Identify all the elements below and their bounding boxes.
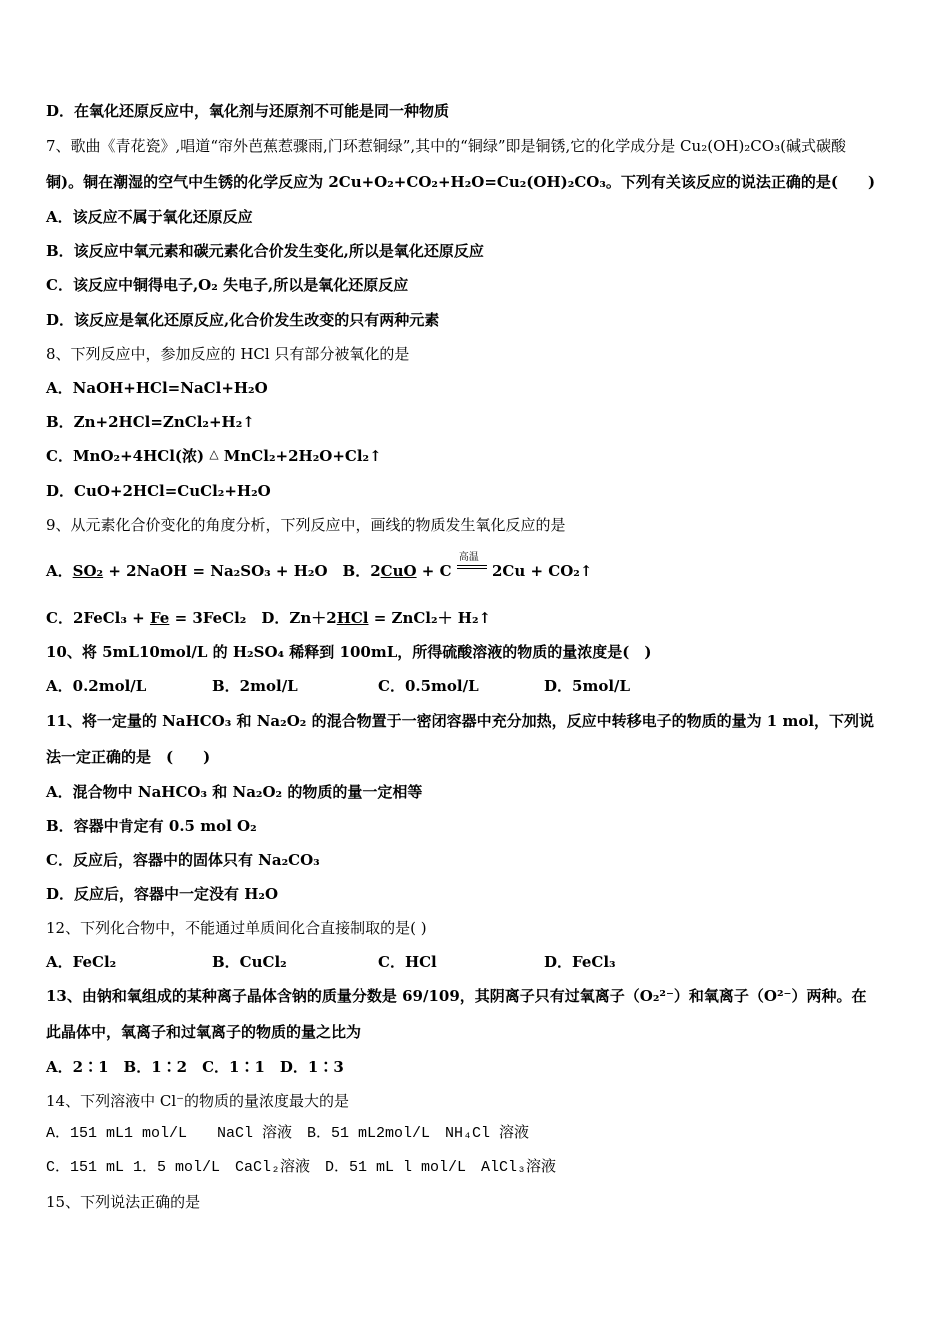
q12-stem: 12、下列化合物中，不能通过单质间化合直接制取的是( ): [46, 919, 427, 937]
q7-option-a: A．该反应不属于氧化还原反应: [46, 208, 253, 226]
q8-option-c: [46, 446, 382, 467]
q8-option-b: B．Zn+2HCl=ZnCl₂+H₂↑: [46, 413, 255, 431]
q8-stem: 8、下列反应中，参加反应的 HCl 只有部分被氧化的是: [46, 345, 410, 363]
q9-options-cd: [46, 608, 491, 628]
q7-option-b: B．该反应中氧元素和碳元素化合价发生变化,所以是氧化还原反应: [46, 242, 484, 260]
q7-option-c: C．该反应中铜得电子,O₂ 失电子,所以是氧化还原反应: [46, 276, 409, 294]
q9-eq-a-rest: + 2NaOH = Na₂SO₃ + H₂O B．2: [103, 562, 381, 580]
q12-option-c: C．HCl: [378, 953, 437, 971]
q9-eq-c-rest: = 3FeCl₂ D．Zn＋2: [169, 609, 337, 627]
q12-option-b: B．CuCl₂: [212, 953, 287, 971]
q12-option-d: D．FeCl₃: [544, 953, 616, 971]
q9-eq-d-rest: = ZnCl₂＋ H₂↑: [368, 609, 492, 627]
q11-stem-line1: 11、将一定量的 NaHCO₃ 和 Na₂O₂ 的混合物置于一密闭容器中充分加热，反应中转移电子的物质的量为 1 mol，下列说: [46, 712, 875, 730]
q6-option-d: D．在氧化还原反应中，氧化剂与还原剂不可能是同一种物质: [46, 102, 450, 120]
q13-stem-line1: 13、由钠和氧组成的某种离子晶体含钠的质量分数是 69/109，其阴离子只有过氧离子（O₂²⁻）和氧离子（O²⁻）两种。在: [46, 987, 867, 1005]
q10-option-c: C．0.5mol/L: [378, 677, 479, 695]
q7-option-d: D．该反应是氧化还原反应,化合价发生改变的只有两种元素: [46, 311, 440, 329]
q9-stem: 9、从元素化合价变化的角度分析，下列反应中，画线的物质发生氧化反应的是: [46, 516, 566, 534]
q10-option-b: B．2mol/L: [212, 677, 298, 695]
q14-stem: 14、下列溶液中 Cl⁻的物质的量浓度最大的是: [46, 1092, 350, 1110]
heating-symbol: △: [209, 447, 219, 461]
q7-stem-line2: 铜)。铜在潮湿的空气中生锈的化学反应为 2Cu+O₂+CO₂+H₂O=Cu₂(OH)₂CO₃。下列有关该反应的说法正确的是( ): [46, 173, 876, 191]
q10-option-a: A．0.2mol/L: [46, 677, 147, 695]
q7-stem-line1: 7、歌曲《青花瓷》,唱道“帘外芭蕉惹骤雨,门环惹铜绿”,其中的“铜绿”即是铜锈,它的化学成分是 Cu₂(OH)₂CO₃(碱式碳酸: [46, 137, 846, 155]
q8-option-c-products: MnCl₂+2H₂O+Cl₂↑: [223, 447, 382, 465]
q8-option-d: D．CuO+2HCl=CuCl₂+H₂O: [46, 482, 271, 500]
q11-option-c: C．反应后，容器中的固体只有 Na₂CO₃: [46, 851, 320, 869]
q9-eq-c-start: C．2FeCl₃ +: [46, 609, 150, 627]
q14-options-cd: C．151 mL 1．5 mol/L CaCl₂溶液 D．51 mL l mol/L AlCl₃溶液: [46, 1159, 557, 1176]
q9-underlined-hcl: HCl: [336, 609, 369, 627]
q9-options-ab: [46, 552, 593, 582]
q8-option-c-reactants: C．MnO₂+4HCl(浓): [46, 447, 205, 465]
q11-option-d: D．反应后，容器中一定没有 H₂O: [46, 885, 279, 903]
q9-label-a: A．: [46, 562, 73, 580]
q9-underlined-fe: Fe: [149, 609, 170, 627]
q9-eq-b-products: 2Cu + CO₂↑: [486, 562, 593, 580]
high-temp-label: 高温: [458, 552, 479, 563]
q14-options-ab: A．151 mL1 mol/L NaCl 溶液 B．51 mL2mol/L NH₄Cl 溶液: [46, 1125, 530, 1142]
q8-option-a: A．NaOH+HCl=NaCl+H₂O: [46, 379, 268, 397]
q11-stem-line2: 法一定正确的是 ( ): [46, 748, 211, 766]
q9-underlined-so2: SO₂: [72, 562, 104, 580]
q9-underlined-cuo: CuO: [380, 562, 417, 580]
q12-options: [46, 952, 616, 972]
high-temp-condition: [457, 552, 487, 582]
q10-stem: 10、将 5mL10mol/L 的 H₂SO₄ 稀释到 100mL，所得硫酸溶液的物质的量浓度是( ): [46, 643, 652, 661]
q10-options: [46, 676, 630, 696]
q13-stem-line2: 此晶体中，氧离子和过氧离子的物质的量之比为: [46, 1023, 362, 1041]
q9-eq-b-mid: + C: [416, 562, 457, 580]
q11-option-a: A．混合物中 NaHCO₃ 和 Na₂O₂ 的物质的量一定相等: [46, 783, 423, 801]
q12-option-a: A．FeCl₂: [46, 953, 117, 971]
q15-stem: 15、下列说法正确的是: [46, 1193, 201, 1211]
q11-option-b: B．容器中肯定有 0.5 mol O₂: [46, 817, 257, 835]
q13-options: A．2∶1 B．1∶2 C．1∶1 D．1∶3: [46, 1058, 344, 1076]
q10-option-d: D．5mol/L: [544, 677, 631, 695]
